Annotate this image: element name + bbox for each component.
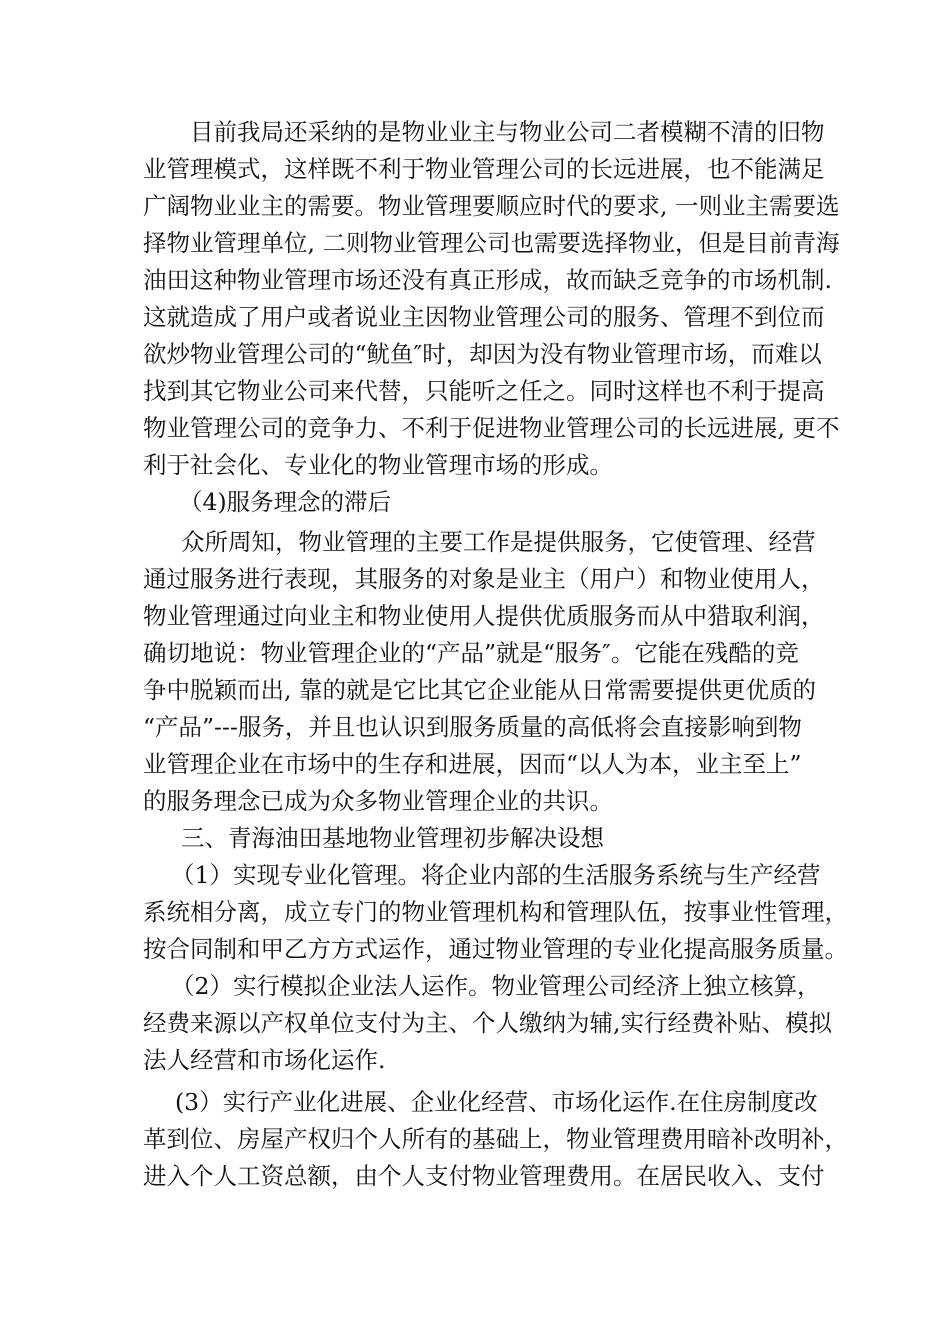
paragraph-line: 法人经营和市场化运作.: [143, 1046, 386, 1074]
paragraph-line: 众所周知，物业管理的主要工作是提供服务，它使管理、经营: [181, 528, 816, 556]
paragraph-line: “产品”---服务，并且也认识到服务质量的高低将会直接影响到物: [143, 713, 802, 741]
paragraph-line: 利于社会化、专业化的物业管理市场的形成。: [143, 451, 613, 479]
paragraph-line: 进入个人工资总额，由个人支付物业管理费用。在居民收入、支付: [143, 1162, 825, 1190]
paragraph-line: 找到其它物业公司来代替，只能听之任之。同时这样也不利于提高: [143, 377, 825, 405]
paragraph-line: 这就造成了用户或者说业主因物业管理公司的服务、管理不到位而: [143, 303, 825, 331]
document-body: [143, 114, 848, 1195]
paragraph-line: （2）实行模拟企业法人运作。物业管理公司经济上独立核算，: [171, 972, 821, 1000]
paragraph-line: 通过服务进行表现，其服务的对象是业主（用户）和物业使用人，: [143, 565, 825, 593]
paragraph-line: 系统相分离，成立专门的物业管理机构和管理队伍，按事业性管理，: [143, 898, 848, 926]
paragraph-line: 按合同制和甲乙方方式运作，通过物业管理的专业化提高服务质量。: [143, 935, 848, 963]
section-heading: （4)服务理念的滞后: [179, 488, 392, 516]
paragraph-line: 择物业管理单位, 二则物业管理公司也需要选择物业，但是目前青海: [143, 229, 840, 257]
paragraph-line: 争中脱颖而出, 靠的就是它比其它企业能从日常需要提供更优质的: [143, 676, 816, 704]
paragraph-line: 业管理模式，这样既不利于物业管理公司的长远进展，也不能满足: [143, 155, 825, 183]
paragraph-line: 确切地说：物业管理企业的“产品”就是“服务″。它能在残酷的竞: [143, 639, 799, 667]
section-heading: 三、青海油田基地物业管理初步解决设想: [181, 824, 604, 852]
paragraph-line: 物业管理通过向业主和物业使用人提供优质服务而从中猎取利润，: [143, 602, 825, 630]
paragraph-line: 广阔物业业主的需要。物业管理要顺应时代的要求, 一则业主需要选: [143, 192, 840, 220]
paragraph-line: (3）实行产业化进展、企业化经营、市场化运作.在住房制度改: [175, 1088, 818, 1116]
paragraph-line: 的服务理念已成为众多物业管理企业的共识。: [143, 787, 613, 815]
paragraph-line: 革到位、房屋产权归个人所有的基础上，物业管理费用暗补改明补，: [143, 1125, 848, 1153]
paragraph-line: 业管理企业在市场中的生存和进展，因而“以人为本，业主至上”: [143, 750, 802, 778]
paragraph-line: 目前我局还采纳的是物业业主与物业公司二者模糊不清的旧物: [190, 118, 825, 146]
paragraph-line: 物业管理公司的竞争力、不利于促进物业管理公司的长远进展, 更不: [143, 414, 840, 442]
paragraph-line: 油田这种物业管理市场还没有真正形成，故而缺乏竞争的市场机制.: [143, 266, 832, 294]
paragraph-line: 欲炒物业管理公司的“鱿鱼″时，却因为没有物业管理市场，而难以: [143, 340, 822, 368]
paragraph-line: （1）实现专业化管理。将企业内部的生活服务系统与生产经营: [171, 861, 821, 889]
paragraph-line: 经费来源以产权单位支付为主、个人缴纳为辅,实行经费补贴、模拟: [143, 1009, 832, 1037]
